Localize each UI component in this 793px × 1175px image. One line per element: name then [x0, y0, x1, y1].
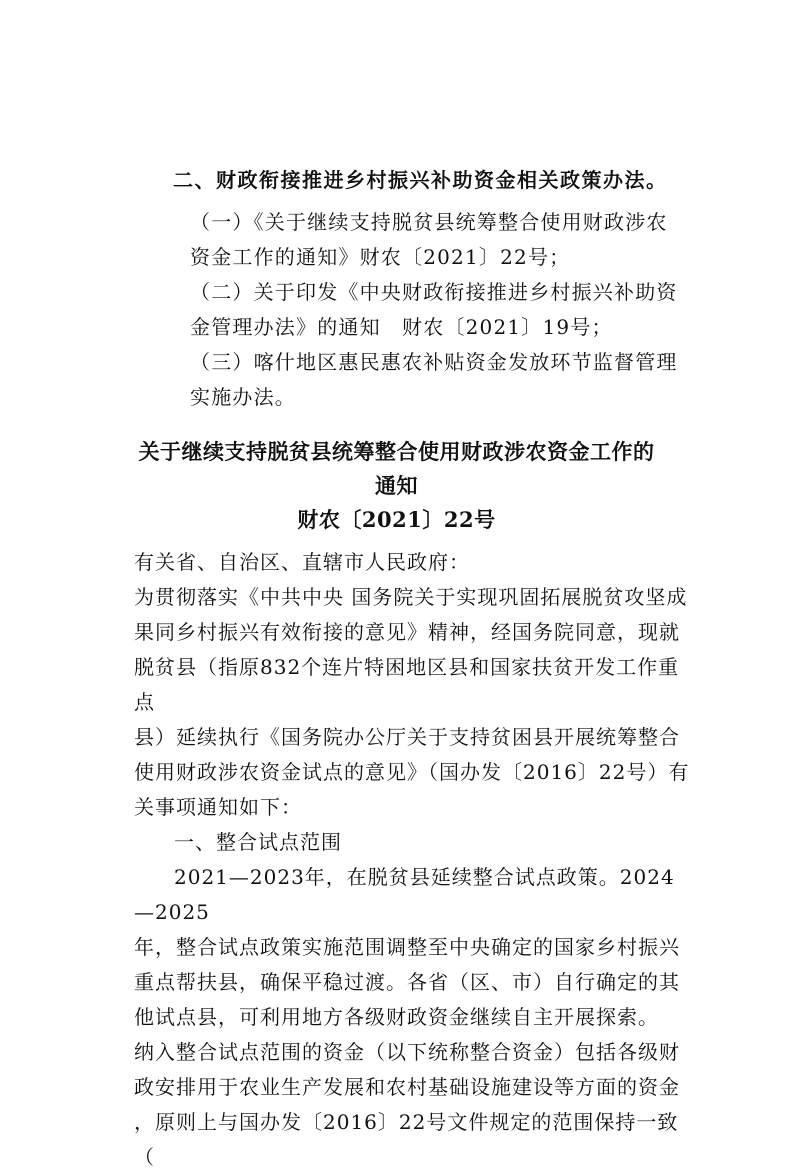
- para1-line: 年，整合试点政策实施范围调整至中央确定的国家乡村振兴: [134, 935, 680, 959]
- subheading-scope: 一、整合试点范围: [174, 830, 342, 854]
- policy-item-3-line-1: （三）喀什地区惠民惠农补贴资金发放环节监督管理: [190, 350, 678, 374]
- document-title-line-1: 关于继续支持脱贫县统筹整合使用财政涉农资金工作的: [138, 439, 655, 464]
- policy-item-1-line-1: （一）《关于继续支持脱贫县统筹整合使用财政涉农: [190, 210, 668, 234]
- para2-line: 纳入整合试点范围的资金（以下统称整合资金）包括各级财: [134, 1040, 680, 1064]
- intro-line: 县）延续执行《国务院办公厅关于支持贫困县开展统筹整合: [134, 725, 680, 749]
- policy-item-3-line-2: 实施办法。: [190, 385, 296, 409]
- intro-line: 脱贫县（指原832个连片特困地区县和国家扶贫开发工作重点: [134, 655, 680, 714]
- salutation: 有关省、自治区、直辖市人民政府：: [134, 550, 470, 574]
- para2-line: 政安排用于农业生产发展和农村基础设施建设等方面的资金: [134, 1075, 680, 1099]
- section-heading: 二、财政衔接推进乡村振兴补助资金相关政策办法。: [173, 168, 668, 192]
- para1-line: 他试点县，可利用地方各级财政资金继续自主开展探索。: [134, 1005, 659, 1029]
- policy-item-2-line-2: 金管理办法》的通知 财农〔2021〕19号；: [190, 315, 613, 339]
- para1-line: 2021—2023年，在脱贫县延续整合试点政策。2024—2025: [134, 865, 675, 924]
- document-number: 财农〔2021〕22号: [297, 507, 496, 532]
- intro-line: 关事项通知如下：: [134, 795, 302, 819]
- para2-line: ，原则上与国办发〔2016〕22号文件规定的范围保持一致（: [134, 1110, 679, 1169]
- document-body: [134, 545, 694, 1175]
- intro-line: 为贯彻落实《中共中央 国务院关于实现巩固拓展脱贫攻坚成: [134, 585, 688, 609]
- intro-line: 使用财政涉农资金试点的意见》（国办发〔2016〕22号）有: [134, 760, 690, 784]
- document-title: [0, 435, 793, 537]
- intro-line: 果同乡村振兴有效衔接的意见》精神，经国务院同意，现就: [134, 620, 680, 644]
- policy-item-1-line-2: 资金工作的通知》财农〔2021〕22号；: [190, 245, 571, 269]
- policy-list: [190, 205, 690, 415]
- document-title-line-2: 通知: [375, 473, 418, 498]
- para1-line: 重点帮扶县，确保平稳过渡。各省（区、市）自行确定的其: [134, 970, 680, 994]
- policy-item-2-line-1: （二）关于印发《中央财政衔接推进乡村振兴补助资: [190, 280, 678, 304]
